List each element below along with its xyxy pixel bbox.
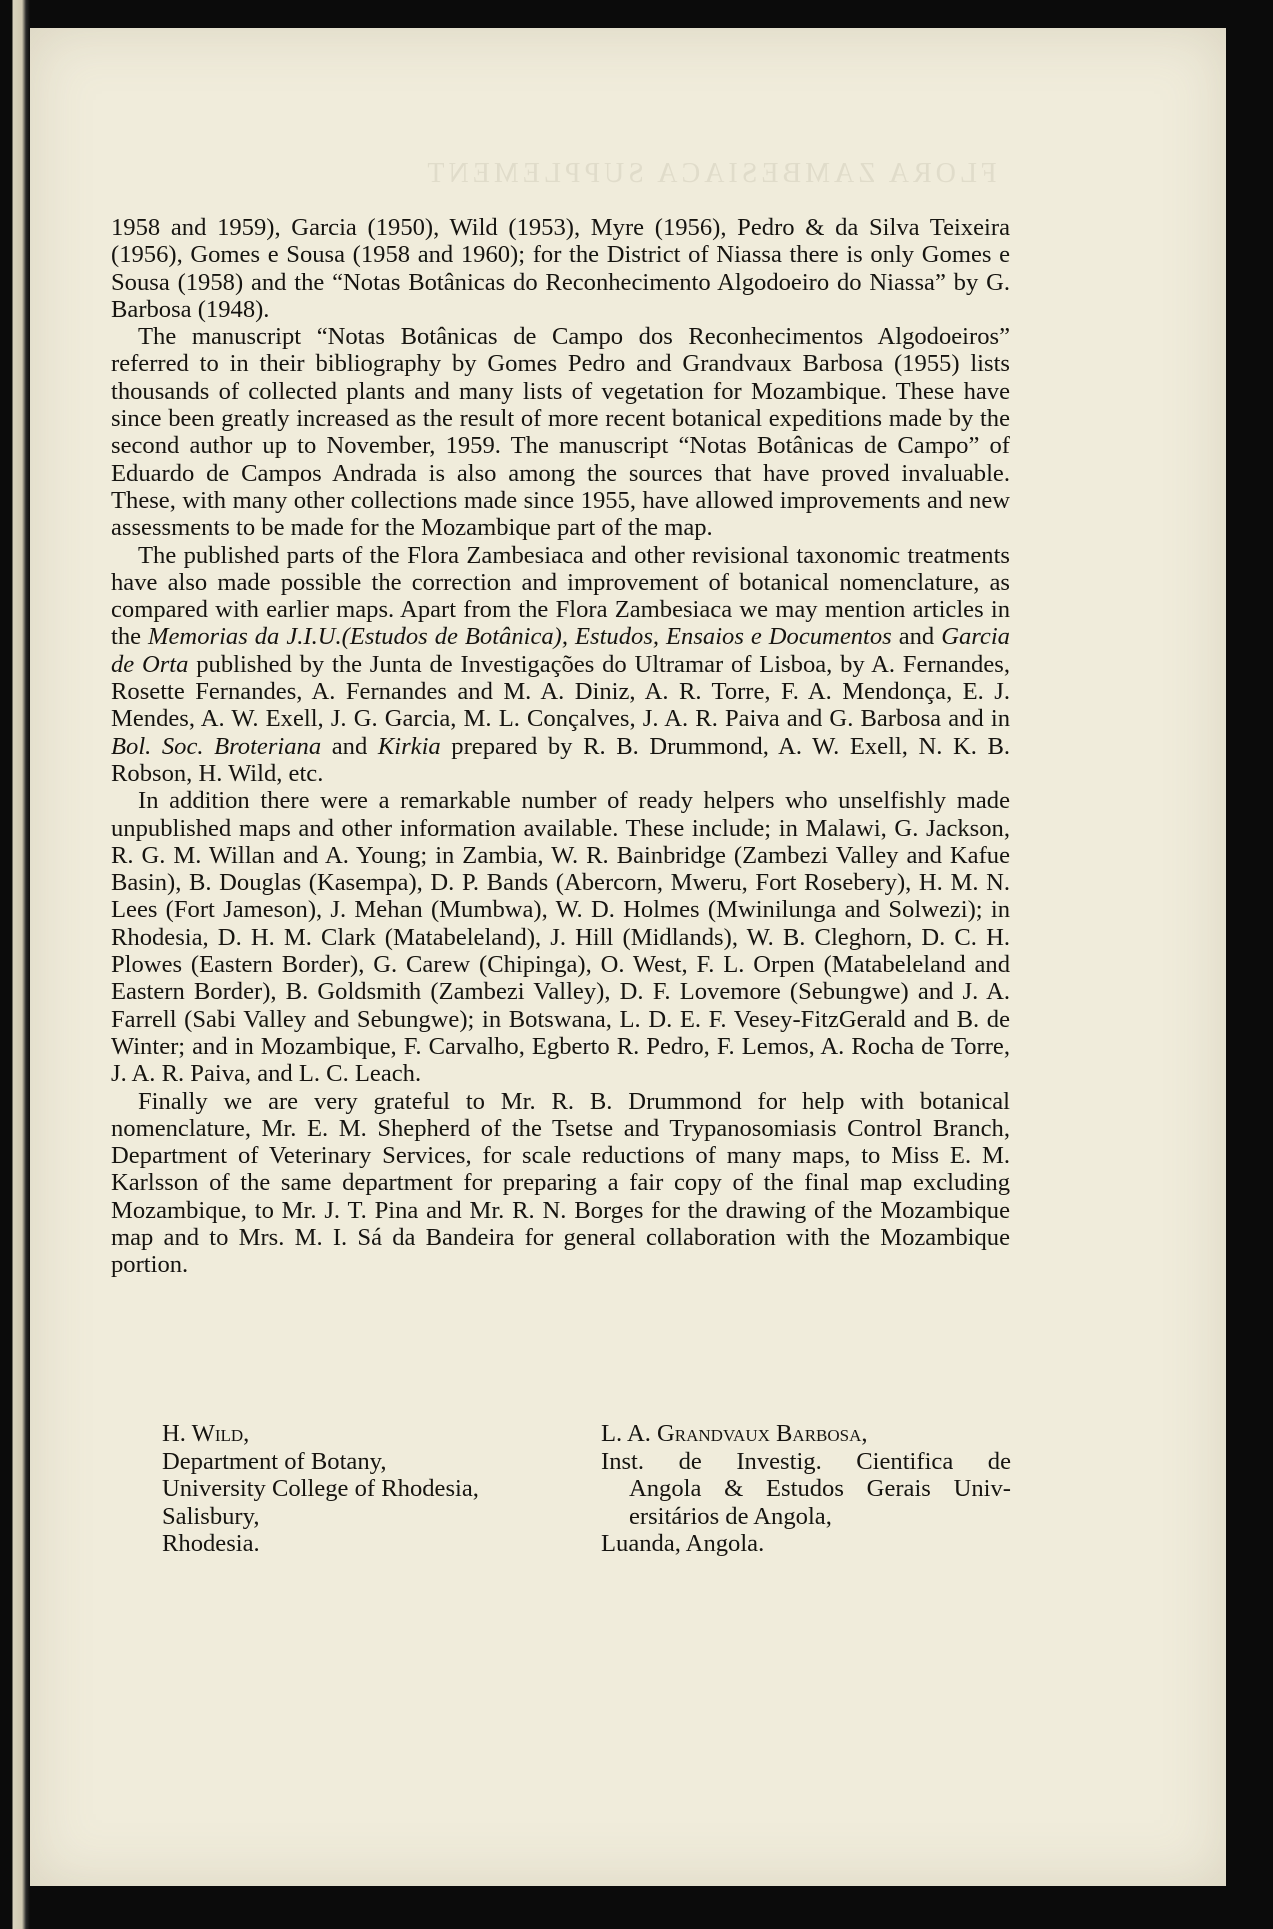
- body-text: [111, 214, 1010, 1279]
- signatory-name: L. A. Grandvaux Barbosa,: [601, 1420, 868, 1447]
- paragraph: [111, 542, 1010, 788]
- signature-wild: [162, 1420, 479, 1558]
- affiliation-line: Rhodesia.: [162, 1530, 260, 1557]
- text-run: and: [321, 732, 378, 760]
- signature-barbosa: [601, 1420, 1011, 1558]
- affiliation-line: ersitários de Angola,: [629, 1502, 832, 1530]
- italic-title: Garcia de Orta: [111, 623, 1010, 678]
- italic-title: Kirkia: [377, 732, 441, 760]
- affiliation-line: Salisbury,: [162, 1502, 260, 1530]
- paragraph: [111, 1088, 1010, 1279]
- text-run: prepared by R. B. Drummond, A. W. Exell, N. K. B. Robson, H. Wild, etc.: [111, 732, 1011, 787]
- paragraph: [111, 214, 1010, 323]
- signatory-name: H. Wild,: [162, 1420, 250, 1447]
- text-run: 1958 and 1959), Garcia (1950), Wild (1953), Myre (1956), Pedro & da Silva Teixeira (1956), Gomes e Sousa (1958 and 1960); for the District of Niassa there is only Gomes e Sousa (1958) and the “Notas Botânicas do Reconhecimento Algodoeiro do Niassa” by G. Barbosa (1948).: [111, 214, 1010, 323]
- text-run: The manuscript “Notas Botânicas de Campo dos Reconhecimentos Algodoeiros” referred to in their bibliography by Gomes Pedro and Grandvaux Barbosa (1955) lists thousands of collected plants and many lists of vegetation for Mozambique. These have since been greatly increased as the result of more recent botanical expeditions made by the second author up to November, 1959. The manuscript “Notas Botânicas de Campo” of Eduardo de Campos Andrada is also among the sources that have proved invaluable. These, with many other collections made since 1955, have allowed improvements and new assessments to be made for the Mozambique part of the map.: [111, 323, 1010, 542]
- affiliation-line: University College of Rhodesia,: [162, 1475, 479, 1502]
- text-run: Finally we are very grateful to Mr. R. B. Drummond for help with botanical nomenclature, Mr. E. M. Shepherd of the Tsetse and Trypanosomiasis Control Branch, Department of Veterinary Services, for scale reductions of many maps, to Miss E. M. Karlsson of the same department for preparing a fair copy of the final map excluding Mozambique, to Mr. J. T. Pina and Mr. R. N. Borges for the drawing of the Mozambique map and to Mrs. M. I. Sá da Bandeira for general collaboration with the Mozambique portion.: [111, 1087, 1010, 1279]
- affiliation-line: Luanda, Angola.: [601, 1530, 765, 1557]
- italic-title: Bol. Soc. Broteriana: [111, 732, 322, 760]
- text-run: published by the Junta de Investigações do Ultramar of Lisboa, by A. Fernandes, Rosette Fernandes, A. Fernandes and M. A. Diniz, A. R. Torre, F. A. Mendonça, E. J. Mendes, A. W. Exell, J. G. Garcia, M. L. Conçalves, J. A. R. Paiva and G. Barbosa and in: [111, 650, 1010, 733]
- paragraph: [111, 323, 1010, 541]
- book-spine-edge: [0, 0, 30, 1929]
- affiliation-line: Department of Botany,: [162, 1447, 387, 1475]
- affiliation-line: Angola & Estudos Gerais Univ-: [629, 1475, 1011, 1502]
- text-run: In addition there were a remarkable number of ready helpers who unselfishly made unpublished maps and other information available. These include; in Malawi, G. Jackson, R. G. M. Willan and A. Young; in Zambia, W. R. Bainbridge (Zambezi Valley and Kafue Basin), B. Douglas (Kasempa), D. P. Bands (Abercorn, Mweru, Fort Rosebery), H. M. N. Lees (Fort Jameson), J. Mehan (Mumbwa), W. D. Holmes (Mwinilunga and Solwezi); in Rhodesia, D. H. M. Clark (Matabeleland), J. Hill (Midlands), W. B. Cleghorn, D. C. H. Plowes (Eastern Border), G. Carew (Chipinga), O. West, F. L. Orpen (Matabeleland and Eastern Border), B. Goldsmith (Zambezi Valley), D. F. Lovemore (Sebungwe) and J. A. Farrell (Sabi Valley and Sebungwe); in Botswana, L. D. E. F. Vesey-FitzGerald and B. de Winter; and in Mozambique, F. Carvalho, Egberto R. Pedro, F. Lemos, A. Rocha de Torre, J. A. R. Paiva, and L. C. Leach.: [111, 787, 1010, 1088]
- italic-title: Memorias da J.I.U.(Estudos de Botânica), Estudos, Ensaios e Documentos: [148, 623, 892, 651]
- affiliation-line: Inst. de Investig. Cientifica de: [601, 1447, 1011, 1475]
- paragraph: [111, 787, 1010, 1087]
- show-through-header: FLORA ZAMBESIACA SUPPLEMENT: [423, 158, 997, 189]
- text-run: The published parts of the Flora Zambesiaca and other revisional taxonomic treatments have also made possible the correction and improvement of botanical nomenclature, as compared with earlier maps. Apart from the Flora Zambesiaca we may mention articles in the: [111, 541, 1010, 651]
- text-run: and: [891, 623, 942, 651]
